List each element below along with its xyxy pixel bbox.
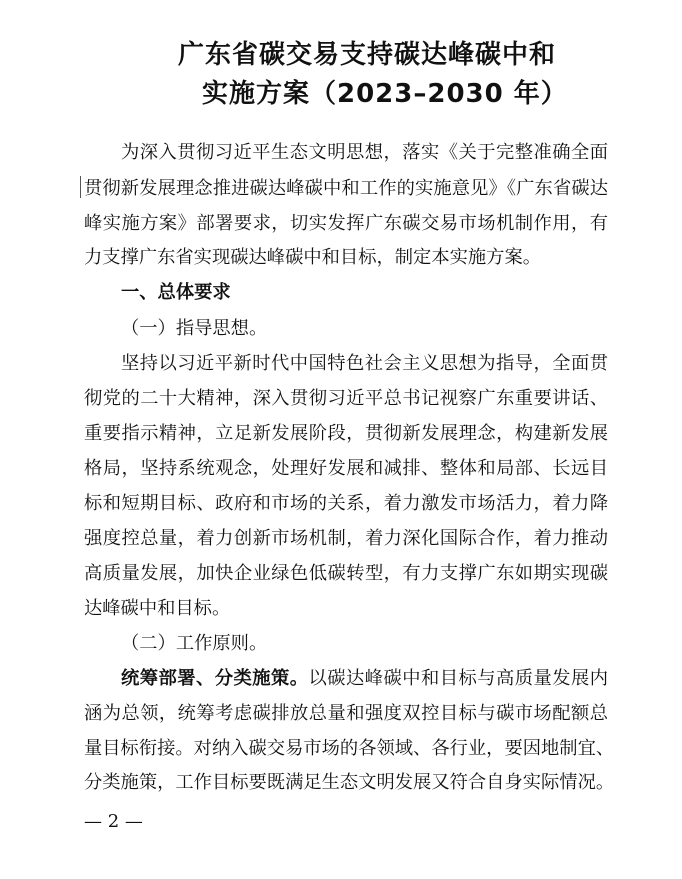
principle-first-line <box>121 667 608 691</box>
intro-line: 力支撑广东省实现碳达峰碳中和目标，制定本实施方案。 <box>84 247 542 268</box>
subsection-heading: （一）指导思想。 <box>121 318 268 339</box>
intro-line: 贯彻新发展理念推进碳达峰碳中和工作的实施意见》《广东省碳达 <box>84 178 608 199</box>
intro-line: 为深入贯彻习近平生态文明思想，落实《关于完整准确全面 <box>121 142 608 163</box>
subsection-heading: （二）工作原则。 <box>121 633 268 654</box>
guiding-line: 格局，坚持系统观念，处理好发展和减排、整体和局部、长远目 <box>84 458 608 479</box>
principle-text: 以碳达峰碳中和目标与高质量发展内 <box>308 668 609 689</box>
page-number: — 2 — <box>84 811 143 832</box>
margin-mark <box>80 176 81 198</box>
guiding-line: 标和短期目标、政府和市场的关系，着力激发市场活力，着力降 <box>84 493 608 514</box>
document-title-line-1: 广东省碳交易支持碳达峰碳中和 <box>178 40 557 70</box>
principle-line: 分类施策，工作目标要既满足生态文明发展又符合自身实际情况。 <box>84 772 615 793</box>
principle-line: 量目标衔接。对纳入碳交易市场的各领域、各行业，要因地制宜、 <box>84 738 615 759</box>
guiding-line: 强度控总量，着力创新市场机制，着力深化国际合作，着力推动 <box>84 528 608 549</box>
intro-line: 峰实施方案》部署要求，切实发挥广东碳交易市场机制作用，有 <box>84 213 608 234</box>
principle-line: 涵为总领，统筹考虑碳排放总量和强度双控目标与碳市场配额总 <box>84 703 608 724</box>
guiding-line: 重要指示精神，立足新发展阶段，贯彻新发展理念，构建新发展 <box>84 423 608 444</box>
guiding-line: 高质量发展，加快企业绿色低碳转型，有力支撑广东如期实现碳 <box>84 563 608 584</box>
section-heading: 一、总体要求 <box>121 282 231 303</box>
principle-title: 统筹部署、分类施策。 <box>121 668 309 689</box>
guiding-line: 坚持以习近平新时代中国特色社会主义思想为指导，全面贯 <box>121 353 608 374</box>
guiding-line: 彻党的二十大精神，深入贯彻习近平总书记视察广东重要讲话、 <box>84 388 608 409</box>
document-title-line-2: 实施方案（2023–2030 年） <box>202 79 568 109</box>
guiding-line: 达峰碳中和目标。 <box>84 598 231 619</box>
